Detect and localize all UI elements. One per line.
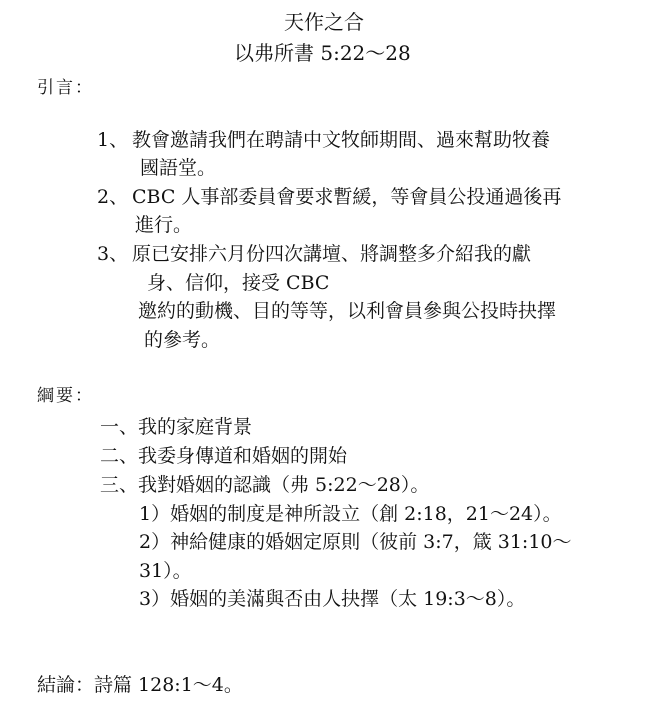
conclusion: 結論：詩篇 128:1～4。 [37, 674, 243, 696]
page-subtitle: 以弗所書 5:22～28 [234, 41, 411, 65]
outline-subitem: 3）婚姻的美滿與否由人抉擇（太 19:3～8）。 [139, 588, 526, 610]
outline-subitem: 2）神給健康的婚姻定原則（彼前 3:7，箴 31:10～ [139, 531, 572, 553]
intro-item-line: 原已安排六月份四次講壇、將調整多介紹我的獻 [132, 243, 532, 265]
intro-item-line: CBC 人事部委員會要求暫緩，等會員公投通過後再 [132, 186, 562, 208]
intro-item-number: 1、 [97, 129, 129, 151]
intro-item-number: 2、 [97, 186, 129, 208]
intro-item-line: 教會邀請我們在聘請中文牧師期間、過來幫助牧養 [132, 129, 551, 151]
intro-item-line: 的參考。 [144, 329, 221, 351]
outline-item: 三、我對婚姻的認識（弗 5:22～28）。 [100, 474, 430, 496]
outline-heading: 綱要： [37, 386, 94, 406]
intro-item-line: 身、信仰，接受 CBC [147, 272, 330, 294]
outline-subitem: 1）婚姻的制度是神所設立（創 2:18，21～24）。 [139, 503, 562, 525]
intro-item-line: 邀約的動機、目的等等，以利會員參與公投時抉擇 [138, 300, 557, 322]
outline-item: 一、我的家庭背景 [100, 416, 253, 438]
page-title: 天作之合 [284, 10, 364, 34]
outline-subitem-continuation: 31）。 [139, 560, 192, 582]
intro-item-line: 國語堂。 [140, 157, 217, 179]
intro-item-line: 進行。 [135, 214, 193, 236]
intro-item-number: 3、 [97, 243, 129, 265]
outline-item: 二、我委身傳道和婚姻的開始 [100, 445, 348, 467]
intro-heading: 引言： [37, 78, 94, 98]
